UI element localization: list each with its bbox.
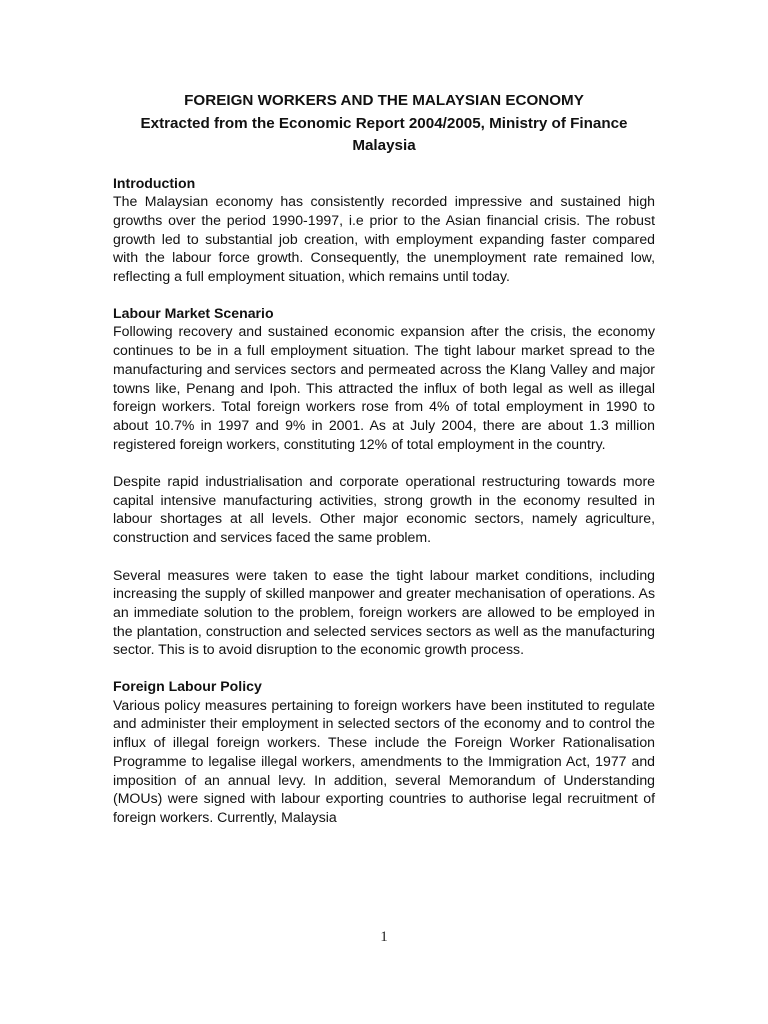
- title-line-2: Extracted from the Economic Report 2004/2005, Ministry of Finance Malaysia: [140, 114, 628, 154]
- section-introduction: [113, 174, 655, 286]
- paragraph: Several measures were taken to ease the tight labour market conditions, including increasing the supply of skilled manpower and greater mechanisation of operations. As an immediate solution to the problem, foreign workers are allowed to be employed in the plantation, construction and selected services sectors as well as the manufacturing sector. This is to avoid disruption to the economic growth process.: [113, 566, 655, 658]
- document-title: [113, 90, 655, 158]
- section-heading-labour-market: Labour Market Scenario: [113, 304, 274, 321]
- paragraph: Various policy measures pertaining to foreign workers have been instituted to regulate and administer their employment in selected sectors of the economy and to control the influx of illegal foreign workers. These include the Foreign Worker Rationalisation Programme to legalise illegal workers, amendments to the Immigration Act, 1977 and imposition of an annual levy. In addition, several Memorandum of Understanding (MOUs) were signed with labour exporting countries to authorise legal recruitment of foreign workers. Currently, Malaysia: [113, 696, 655, 825]
- paragraph: Following recovery and sustained economic expansion after the crisis, the economy continues to be in a full employment situation. The tight labour market spread to the manufacturing and services sectors and permeated across the Klang Valley and major towns like, Penang and Ipoh. This attracted the influx of both legal as well as illegal foreign workers. Total foreign workers rose from 4% of total employment in 1990 to about 10.7% in 1997 and 9% in 2001. As at July 2004, there are about 1.3 million registered foreign workers, constituting 12% of total employment in the country.: [113, 323, 655, 452]
- page-number: 1: [380, 929, 388, 945]
- section-heading-introduction: Introduction: [113, 174, 196, 191]
- paragraph: The Malaysian economy has consistently recorded impressive and sustained high growths over the period 1990-1997, i.e prior to the Asian financial crisis. The robust growth led to substantial job creation, with employment expanding faster compared with the labour force growth. Consequently, the unemployment rate remained low, reflecting a full employment situation, which remains until today.: [113, 193, 655, 285]
- section-heading-foreign-labour-policy: Foreign Labour Policy: [113, 678, 262, 695]
- document-page: [113, 90, 655, 845]
- section-labour-market-scenario: [113, 304, 655, 659]
- paragraph: Despite rapid industrialisation and corporate operational restructuring towards more capital intensive manufacturing activities, strong growth in the economy resulted in labour shortages at all levels. Other major economic sectors, namely agriculture, construction and services faced the same problem.: [113, 473, 655, 546]
- title-line-1: FOREIGN WORKERS AND THE MALAYSIAN ECONOMY: [184, 92, 584, 109]
- section-foreign-labour-policy: [113, 677, 655, 827]
